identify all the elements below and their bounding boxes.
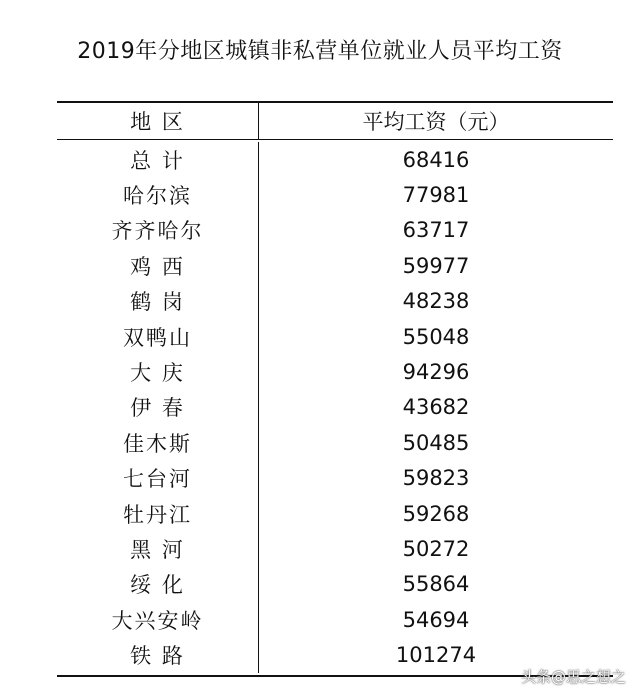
- wage-cell: 54694: [402, 607, 470, 632]
- wage-cell: 59977: [402, 253, 470, 278]
- wage-cell: 50272: [402, 536, 470, 561]
- table-row: [57, 461, 613, 496]
- wage-table: [57, 101, 613, 677]
- table-row: [57, 390, 613, 425]
- region-cell: 大 庆: [57, 354, 259, 389]
- region-cell: 铁 路: [57, 637, 259, 672]
- region-cell: 哈尔滨: [57, 177, 259, 212]
- region-cell: 绥 化: [57, 567, 259, 602]
- watermark: 头条@思之想之: [520, 668, 626, 686]
- table-row: [57, 531, 613, 566]
- wage-cell: 48238: [402, 289, 470, 314]
- region-cell: 佳木斯: [57, 425, 259, 460]
- table-row: [57, 177, 613, 212]
- table-row: [57, 284, 613, 319]
- table-body: [57, 140, 613, 675]
- region-cell: 总 计: [57, 142, 259, 177]
- table-header-row: [57, 103, 613, 139]
- table-row: [57, 213, 613, 248]
- region-cell: 黑 河: [57, 531, 259, 566]
- table-title: 2019年分地区城镇非私营单位就业人员平均工资: [77, 39, 563, 64]
- table-row: [57, 567, 613, 602]
- region-cell: 七台河: [57, 461, 259, 496]
- wage-cell: 68416: [402, 147, 470, 172]
- region-cell: 伊 春: [57, 390, 259, 425]
- table-row: [57, 496, 613, 531]
- wage-cell: 59823: [402, 466, 470, 491]
- table-row: [57, 248, 613, 283]
- wage-cell: 50485: [402, 430, 470, 455]
- region-cell: 鹤 岗: [57, 284, 259, 319]
- wage-cell: 43682: [402, 395, 470, 420]
- region-cell: 大兴安岭: [57, 602, 259, 637]
- wage-cell: 77981: [402, 183, 470, 208]
- table-row: [57, 602, 613, 637]
- wage-cell: 55864: [402, 572, 470, 597]
- table-row: [57, 354, 613, 389]
- table-row: [57, 319, 613, 354]
- header-wage: 平均工资（元）: [362, 110, 510, 134]
- region-cell: 双鸭山: [57, 319, 259, 354]
- wage-cell: 63717: [402, 218, 470, 243]
- wage-cell: 94296: [402, 360, 470, 385]
- region-cell: 牡丹江: [57, 496, 259, 531]
- wage-cell: 55048: [402, 324, 470, 349]
- region-cell: 鸡 西: [57, 248, 259, 283]
- wage-cell: 59268: [402, 501, 470, 526]
- region-cell: 齐齐哈尔: [57, 213, 259, 248]
- table-row: [57, 425, 613, 460]
- header-region: 地 区: [57, 103, 259, 139]
- wage-cell: 101274: [395, 643, 477, 668]
- table-row: [57, 141, 613, 177]
